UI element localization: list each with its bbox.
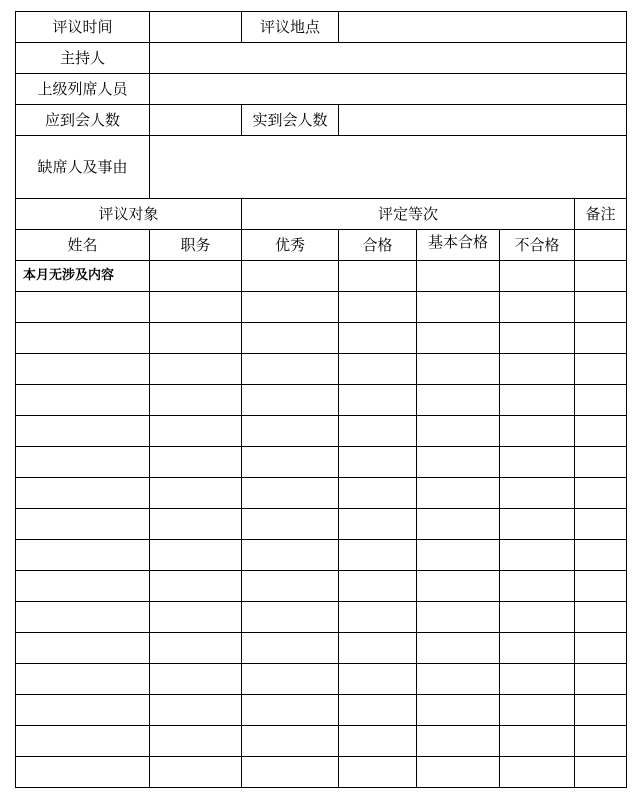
- grade-header: 评定等次: [242, 199, 575, 230]
- table-cell[interactable]: [150, 633, 242, 664]
- table-cell[interactable]: [339, 416, 417, 447]
- table-row: [16, 478, 627, 509]
- table-cell[interactable]: [16, 602, 150, 633]
- table-cell[interactable]: [150, 323, 242, 354]
- table-cell[interactable]: [500, 540, 575, 571]
- table-cell[interactable]: [150, 292, 242, 323]
- expected-value-cell[interactable]: [150, 105, 242, 136]
- table-cell[interactable]: [339, 292, 417, 323]
- table-cell[interactable]: [500, 509, 575, 540]
- table-row: [16, 602, 627, 633]
- table-row: [16, 633, 627, 664]
- table-cell[interactable]: [339, 509, 417, 540]
- table-cell[interactable]: [16, 354, 150, 385]
- table-cell[interactable]: [242, 509, 339, 540]
- table-row: [16, 261, 627, 292]
- table-cell[interactable]: [500, 478, 575, 509]
- table-cell[interactable]: [339, 540, 417, 571]
- row-time-location: [16, 12, 627, 43]
- table-cell[interactable]: [500, 726, 575, 757]
- table-cell[interactable]: [150, 447, 242, 478]
- table-row: [16, 509, 627, 540]
- table-cell[interactable]: [417, 602, 500, 633]
- table-cell[interactable]: [575, 323, 627, 354]
- table-cell[interactable]: [16, 323, 150, 354]
- table-cell[interactable]: [500, 664, 575, 695]
- table-cell[interactable]: [500, 757, 575, 788]
- table-cell[interactable]: [575, 664, 627, 695]
- table-cell[interactable]: [417, 261, 500, 292]
- table-row: [16, 695, 627, 726]
- table-cell[interactable]: [575, 540, 627, 571]
- table-cell[interactable]: [417, 354, 500, 385]
- table-cell[interactable]: [500, 416, 575, 447]
- table-cell[interactable]: [575, 757, 627, 788]
- evaluation-form-table: [15, 11, 627, 788]
- row-group-headers: [16, 199, 627, 230]
- table-cell[interactable]: [150, 509, 242, 540]
- table-cell[interactable]: [339, 323, 417, 354]
- excellent-header: 优秀: [242, 230, 339, 261]
- table-cell[interactable]: [575, 416, 627, 447]
- table-cell[interactable]: [242, 323, 339, 354]
- table-cell[interactable]: [575, 447, 627, 478]
- position-header: 职务: [150, 230, 242, 261]
- table-cell[interactable]: [339, 726, 417, 757]
- table-cell[interactable]: [16, 292, 150, 323]
- table-cell[interactable]: [417, 757, 500, 788]
- table-cell[interactable]: [417, 540, 500, 571]
- table-cell[interactable]: [150, 757, 242, 788]
- table-cell[interactable]: [150, 385, 242, 416]
- table-cell[interactable]: [150, 261, 242, 292]
- table-cell[interactable]: [500, 571, 575, 602]
- remark-header: 备注: [575, 199, 627, 230]
- location-value-cell[interactable]: [339, 12, 627, 43]
- table-cell[interactable]: [339, 633, 417, 664]
- table-cell[interactable]: [150, 540, 242, 571]
- table-cell[interactable]: [150, 726, 242, 757]
- table-cell[interactable]: [339, 757, 417, 788]
- table-cell[interactable]: [150, 354, 242, 385]
- table-cell[interactable]: [500, 385, 575, 416]
- actual-label: 实到会人数: [242, 105, 339, 136]
- table-row: [16, 292, 627, 323]
- table-cell[interactable]: [242, 478, 339, 509]
- actual-value-cell[interactable]: [339, 105, 627, 136]
- table-row: [16, 385, 627, 416]
- table-cell[interactable]: [242, 757, 339, 788]
- table-cell[interactable]: [150, 416, 242, 447]
- table-row: [16, 447, 627, 478]
- table-cell[interactable]: [16, 385, 150, 416]
- table-cell[interactable]: [575, 261, 627, 292]
- table-cell[interactable]: [417, 726, 500, 757]
- no-content-note: 本月无涉及内容: [16, 261, 150, 292]
- table-cell[interactable]: [16, 540, 150, 571]
- table-cell[interactable]: [500, 447, 575, 478]
- superior-label: 上级列席人员: [16, 74, 150, 105]
- table-row: [16, 757, 627, 788]
- table-cell[interactable]: [242, 571, 339, 602]
- unqualified-header: 不合格: [500, 230, 575, 261]
- table-cell[interactable]: [150, 602, 242, 633]
- row-attendance: [16, 105, 627, 136]
- table-cell[interactable]: [242, 447, 339, 478]
- table-cell[interactable]: [575, 354, 627, 385]
- name-header: 姓名: [16, 230, 150, 261]
- table-cell[interactable]: [417, 323, 500, 354]
- table-cell[interactable]: [575, 726, 627, 757]
- table-cell[interactable]: [16, 633, 150, 664]
- table-cell[interactable]: [417, 509, 500, 540]
- table-row: [16, 726, 627, 757]
- table-cell[interactable]: [242, 633, 339, 664]
- absent-value-cell[interactable]: [150, 136, 627, 199]
- row-host: [16, 43, 627, 74]
- table-cell[interactable]: [242, 385, 339, 416]
- table-row: [16, 571, 627, 602]
- table-cell[interactable]: [16, 571, 150, 602]
- table-cell[interactable]: [150, 664, 242, 695]
- table-cell[interactable]: [500, 292, 575, 323]
- table-cell[interactable]: [242, 292, 339, 323]
- table-cell[interactable]: [339, 571, 417, 602]
- table-cell[interactable]: [242, 695, 339, 726]
- table-cell[interactable]: [417, 385, 500, 416]
- table-cell[interactable]: [417, 664, 500, 695]
- table-row: [16, 664, 627, 695]
- table-cell[interactable]: [242, 726, 339, 757]
- table-cell[interactable]: [417, 571, 500, 602]
- table-cell[interactable]: [16, 726, 150, 757]
- table-cell[interactable]: [339, 602, 417, 633]
- table-cell[interactable]: [575, 633, 627, 664]
- table-cell[interactable]: [242, 261, 339, 292]
- table-row: [16, 416, 627, 447]
- row-absent: [16, 136, 627, 199]
- table-cell[interactable]: [500, 602, 575, 633]
- table-row: [16, 354, 627, 385]
- table-cell[interactable]: [242, 416, 339, 447]
- table-cell[interactable]: [500, 633, 575, 664]
- table-cell[interactable]: [339, 695, 417, 726]
- table-cell[interactable]: [242, 664, 339, 695]
- table-cell[interactable]: [16, 664, 150, 695]
- table-cell[interactable]: [417, 447, 500, 478]
- table-cell[interactable]: [339, 478, 417, 509]
- remark-column-cell: [575, 230, 627, 261]
- table-cell[interactable]: [417, 292, 500, 323]
- basic-qualified-header: 基本合格: [417, 230, 500, 261]
- time-label: 评议时间: [16, 12, 150, 43]
- absent-label: 缺席人及事由: [16, 136, 150, 199]
- table-cell[interactable]: [417, 695, 500, 726]
- table-row: [16, 540, 627, 571]
- table-cell[interactable]: [417, 633, 500, 664]
- table-cell[interactable]: [575, 602, 627, 633]
- row-column-headers: [16, 230, 627, 261]
- table-cell[interactable]: [575, 571, 627, 602]
- table-cell[interactable]: [417, 416, 500, 447]
- table-cell[interactable]: [339, 261, 417, 292]
- superior-value-cell[interactable]: [150, 74, 627, 105]
- table-cell[interactable]: [150, 571, 242, 602]
- table-cell[interactable]: [575, 509, 627, 540]
- table-cell[interactable]: [500, 323, 575, 354]
- table-cell[interactable]: [339, 385, 417, 416]
- table-cell[interactable]: [16, 447, 150, 478]
- time-value-cell[interactable]: [150, 12, 242, 43]
- table-cell[interactable]: [339, 447, 417, 478]
- table-cell[interactable]: [16, 478, 150, 509]
- expected-label: 应到会人数: [16, 105, 150, 136]
- location-label: 评议地点: [242, 12, 339, 43]
- table-cell[interactable]: [500, 354, 575, 385]
- row-superior: [16, 74, 627, 105]
- table-cell[interactable]: [575, 478, 627, 509]
- qualified-header: 合格: [339, 230, 417, 261]
- table-cell[interactable]: [500, 695, 575, 726]
- table-cell[interactable]: [16, 416, 150, 447]
- table-cell[interactable]: [242, 602, 339, 633]
- table-cell[interactable]: [16, 509, 150, 540]
- table-cell[interactable]: [500, 261, 575, 292]
- table-cell[interactable]: [150, 478, 242, 509]
- table-cell[interactable]: [417, 478, 500, 509]
- table-cell[interactable]: [339, 354, 417, 385]
- table-cell[interactable]: [339, 664, 417, 695]
- table-cell[interactable]: [242, 354, 339, 385]
- table-cell[interactable]: [575, 695, 627, 726]
- table-cell[interactable]: [150, 695, 242, 726]
- table-cell[interactable]: [16, 695, 150, 726]
- table-cell[interactable]: [575, 292, 627, 323]
- host-value-cell[interactable]: [150, 43, 627, 74]
- table-cell[interactable]: [242, 540, 339, 571]
- table-cell[interactable]: [575, 385, 627, 416]
- table-cell[interactable]: [16, 757, 150, 788]
- table-row: [16, 323, 627, 354]
- subject-header: 评议对象: [16, 199, 242, 230]
- host-label: 主持人: [16, 43, 150, 74]
